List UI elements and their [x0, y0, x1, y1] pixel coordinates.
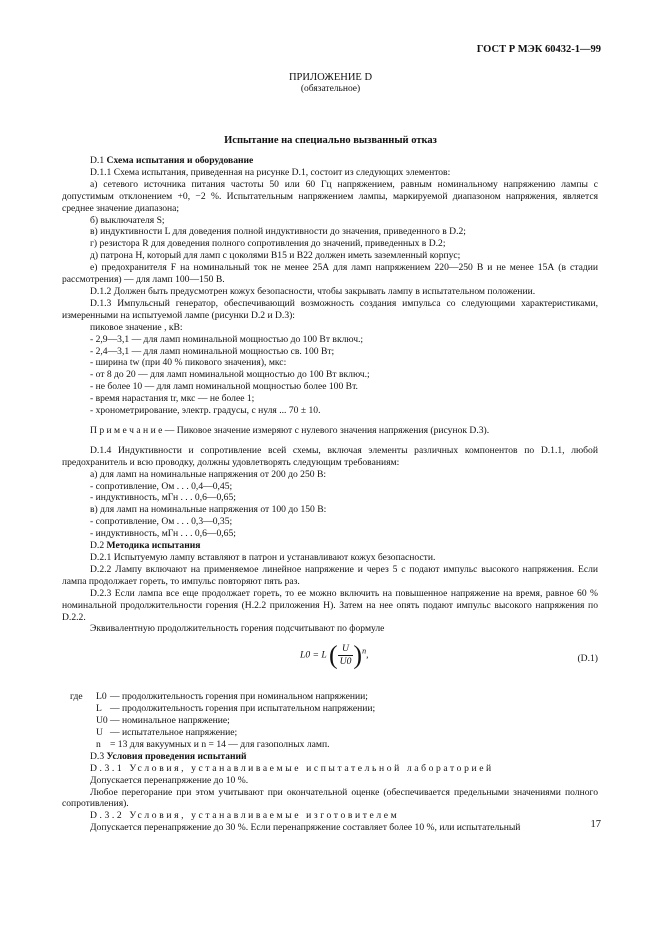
paragraph: D.2.3 Если лампа все еще продолжает гореть, то ее можно включить на повышенное напряжение на время, равное 60 % номинальной продолжительности горения (Н.2.2 приложения Н). Затем на нее опять подают импульс высокого напряжения по D.2.2. [62, 587, 598, 623]
formula-expression [300, 640, 369, 670]
heading-text: Схема испытания и оборудование [106, 155, 254, 166]
list-item: - время нарастания tr, мкс — не более 1; [90, 393, 255, 405]
list-item: б) выключателя S; [90, 214, 165, 226]
legend-row [70, 691, 598, 703]
paragraph: D.1.4 Индуктивности и сопротивление всей схемы, включая элементы различных компонентов по D.1.1, любой предохранитель и всю проводку, должны удовлетворять следующим требованиям: [62, 444, 598, 468]
list-item: - сопротивление, Ом . . . 0,4—0,45; [90, 480, 233, 492]
list-item: в) индуктивности L для доведения полной индуктивности до значения, приведенного в D.2; [90, 226, 466, 238]
legend-row [70, 715, 598, 727]
legend-symbol: L [96, 703, 102, 715]
legend-symbol: U0 [96, 715, 108, 727]
legend-text: — номинальное напряжение; [110, 715, 230, 727]
paragraph: Эквивалентную продолжительность горения подсчитывают по формуле [90, 623, 385, 635]
list-item: - индуктивность, мГн . . . 0,6—0,65; [90, 528, 236, 540]
open-paren: ( [328, 640, 338, 670]
heading-number: D.2 [90, 540, 105, 552]
appendix-title: ПРИЛОЖЕНИЕ D [288, 72, 373, 83]
paragraph: D.1.1 Схема испытания, приведенная на рисунке D.1, состоит из следующих элементов: [90, 166, 451, 178]
legend-text: — продолжительность горения при номинальном напряжении; [110, 691, 368, 703]
subheading: D.3.2 Условия, устанавливаемые изготовителем [90, 810, 400, 822]
list-item: в) для ламп на номинальные напряжения от 100 до 150 В: [90, 504, 327, 516]
where-label: где [70, 691, 83, 703]
formula-fraction [338, 643, 354, 668]
heading-d1 [62, 155, 598, 167]
list-item: а) для ламп на номинальные напряжения от 200 до 250 В: [90, 468, 327, 480]
note-label: П р и м е ч а н и е [90, 424, 163, 436]
list-item: - хронометрирование, электр. градусы, с нуля ... 70 ± 10. [90, 405, 321, 417]
paragraph: D.1.2 Должен быть предусмотрен кожух безопасности, чтобы закрывать лампу в испытательном положении. [90, 285, 536, 297]
legend-row [70, 727, 598, 739]
heading-number: D.1 [90, 155, 105, 166]
heading-text: Условия проведения испытаний [106, 750, 247, 762]
list-item: е) предохранителя F на номинальный ток не менее 25А для ламп напряжением 220—250 В и не менее 15А (в стадии рассмотрения) — для ламп 100—150 В. [62, 262, 598, 286]
list-item: - 2,4—3,1 — для ламп номинальной мощностью св. 100 Вт; [90, 345, 335, 357]
list-item: - от 8 до 20 — для ламп номинальной мощностью до 100 Вт включ.; [90, 369, 370, 381]
subheading: D.3.1 Условия, устанавливаемые испытательной лабораторией [90, 762, 494, 774]
formula-tail: , [366, 649, 369, 661]
legend-text: = 13 для вакуумных и n = 14 — для газополных ламп. [110, 738, 330, 750]
paragraph: Допускается перенапряжение до 30 %. Если перенапряжение составляет более 10 %, или испытательный [90, 822, 521, 834]
note-text: — Пиковое значение измеряют с нулевого значения напряжения (рисунок D.3). [162, 424, 490, 436]
list-item: - не более 10 — для ламп номинальной мощностью более 100 Вт. [90, 381, 358, 393]
list-item: д) патрона H, который для ламп с цоколями B15 и B22 должен иметь заземленный корпус; [90, 250, 461, 262]
close-paren: ) [353, 640, 363, 670]
legend-symbol: L0 [96, 691, 107, 703]
legend-row [70, 703, 598, 715]
formula-exponent: n [362, 646, 367, 656]
section-title: Испытание на специально вызванный отказ [224, 135, 437, 146]
formula-lhs: L0 = L [300, 649, 327, 661]
formula-legend [70, 691, 598, 750]
legend-text: — испытательное напряжение; [110, 727, 238, 739]
list-item: - индуктивность, мГн . . . 0,6—0,65; [90, 492, 236, 504]
list-item: - 2,9—3,1 — для ламп номинальной мощностью до 100 Вт включ.; [90, 333, 364, 345]
formula-denominator: U0 [339, 656, 352, 668]
formula-number: (D.1) [577, 653, 598, 665]
legend-text: — продолжительность горения при испытательном напряжении; [110, 703, 376, 715]
heading-text: Методика испытания [106, 540, 201, 552]
document-id: ГОСТ Р МЭК 60432-1—99 [476, 44, 601, 55]
spacer [62, 437, 598, 445]
list-item: г) резистора R для доведения полного сопротивления до значений, приведенных в D.2; [90, 238, 446, 250]
paragraph: D.1.3 Импульсный генератор, обеспечивающий возможность создания импульса со следующими характеристиками, измеренными на испытуемой лампе (рисунки D.2 и D.3): [62, 297, 598, 321]
legend-symbol: n [96, 738, 101, 750]
document-body [62, 155, 598, 834]
paragraph: Допускается перенапряжение до 10 %. [90, 774, 249, 786]
heading-number: D.3 [90, 750, 105, 762]
paragraph: D.2.1 Испытуемую лампу вставляют в патрон и устанавливают кожух безопасности. [90, 552, 436, 563]
legend-row [70, 739, 598, 751]
note [62, 425, 598, 437]
formula-d1 [62, 639, 598, 689]
appendix-subtitle: (обязательное) [300, 84, 361, 94]
list-item: - сопротивление, Ом . . . 0,3—0,35; [90, 516, 233, 528]
paragraph: пиковое значение , кВ: [90, 321, 183, 333]
paragraph: Любое перегорание при этом учитывают при окончательной оценке (обеспечивается предельными значениями полного сопротивления). [62, 786, 598, 810]
page-number: 17 [590, 819, 601, 830]
list-item: - ширина tw (при 40 % пикового значения), мкс: [90, 357, 287, 369]
heading-d2 [62, 540, 598, 552]
spacer [62, 417, 598, 425]
paragraph: D.2.2 Лампу включают на применяемое линейное напряжение и через 5 с подают импульс высокого напряжения. Если лампа продолжает гореть, то импульс повторяют пять раз. [62, 563, 598, 587]
formula-numerator: U [338, 643, 354, 656]
list-item: а) сетевого источника питания частоты 50 или 60 Гц напряжением, равным номинальному напряжению лампы с допустимым отклонением +0, −2 %. Испытательным напряжением лампы, маркируемой диапазоном напряжения, является среднее значение диапазона; [62, 178, 598, 214]
legend-symbol: U [96, 727, 103, 739]
heading-d3 [62, 751, 598, 763]
